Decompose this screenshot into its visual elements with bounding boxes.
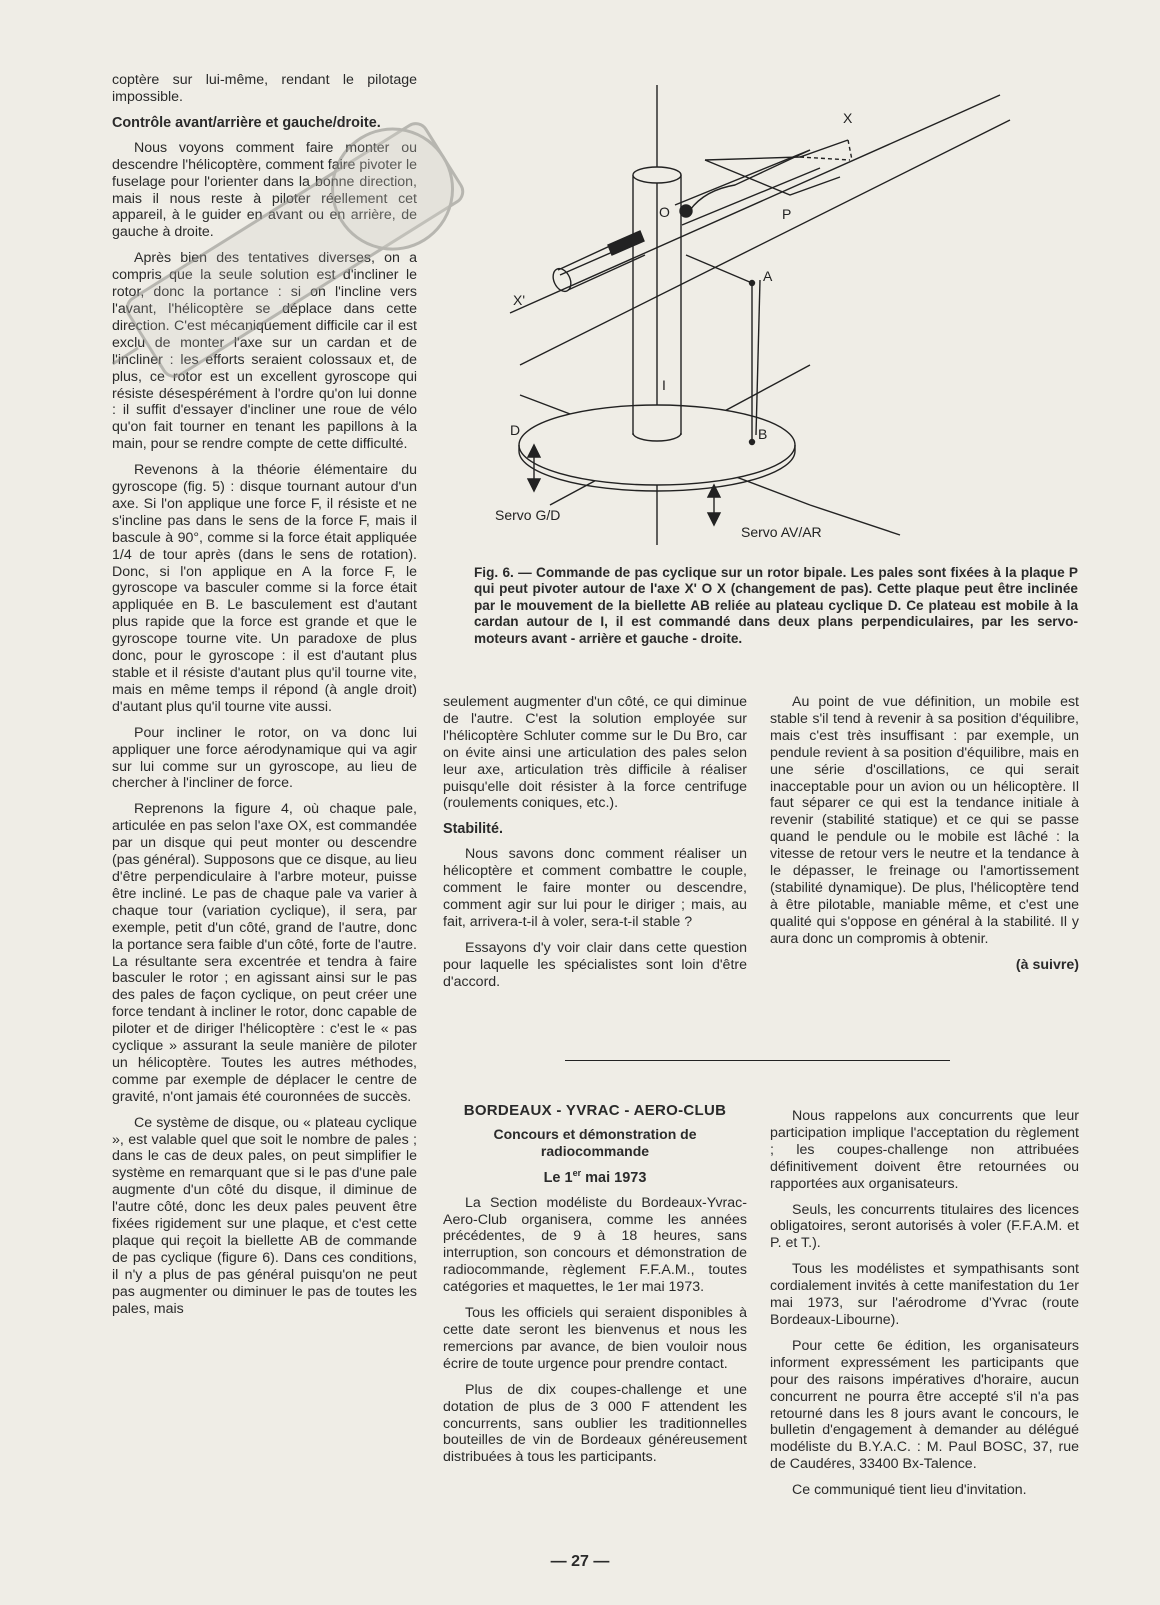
paragraph: Nous voyons comment faire monter ou descendre l'hélicoptère, comment faire pivoter le fuselage pour l'orienter dans la bonne direction, mais il nous reste à piloter réellement cet appareil, à le guider en avant ou en arrière, de gauche à droite.	[112, 139, 417, 241]
paragraph: La Section modéliste du Bordeaux-Yvrac-Aero-Club organisera, comme les années précédentes, de 9 à 18 heures, sans interruption, son concours et démonstration de radiocommande, règlement F.F.A.M., toutes catégories et maquettes, le 1er mai 1973.	[443, 1194, 747, 1296]
announcement-title: BORDEAUX - YVRAC - AERO-CLUB	[463, 1102, 727, 1119]
label-servo-avar: Servo AV/AR	[741, 524, 822, 540]
announcement-right-column	[770, 1108, 1079, 1508]
section-heading: Contrôle avant/arrière et gauche/droite.	[112, 114, 381, 131]
left-column	[112, 72, 417, 1327]
paragraph: Tous les modélistes et sympathisants sont cordialement invités à cette manifestation du 1er mai 1973, sur l'aérodrome d'Yvrac (route Bordeaux-Libourne).	[770, 1261, 1079, 1328]
label-d: D	[510, 422, 521, 438]
label-b: B	[758, 426, 768, 442]
right-column	[770, 694, 1079, 983]
label-x: X	[843, 110, 853, 126]
paragraph: Plus de dix coupes-challenge et une dotation de plus de 3 000 F attendent les concurrents, sans oublier les traditionnelles bouteilles de vin de Bordeaux généreusement distribuées à tous les participants.	[443, 1381, 747, 1466]
divider	[565, 1060, 950, 1061]
paragraph: seulement augmenter d'un côté, ce qui diminue de l'autre. C'est la solution employée sur l'hélicoptère Schluter comme sur le Du Bro, car on évite ainsi une articulation des pales selon leur axe, articulation très difficile à réaliser puisqu'elle doit résister à la force centrifuge (roulements coniques, etc.).	[443, 694, 747, 812]
section-heading: Stabilité.	[443, 821, 503, 838]
page-number: — 27 —	[550, 1553, 610, 1570]
paragraph: Essayons d'y voir clair dans cette question pour laquelle les spécialistes sont loin d'être d'accord.	[443, 939, 747, 990]
date-prefix: Le 1	[543, 1169, 573, 1186]
figure-caption: Fig. 6. — Commande de pas cyclique sur un rotor bipale. Les pales sont fixées à la plaque P qui peut pivoter autour de l'axe X' O X (changement de pas). Cette plaque peut être inclinée par le mouvement de la biellette AB reliée au plateau cyclique D. Ce plateau est mobile à la cardan autour de I, il est commandé dans deux plans perpendiculaires, par les servo-moteurs avant - arrière et gauche - droite.	[474, 565, 1078, 646]
announcement-subtitle: Concours et démonstration de radiocommande	[493, 1125, 697, 1159]
paragraph: Seuls, les concurrents titulaires des licences obligatoires, seront autorisés à voler (F.F.A.M. et P. et T.).	[770, 1201, 1079, 1252]
label-servo-gd: Servo G/D	[495, 507, 561, 523]
paragraph: coptère sur lui-même, rendant le pilotage impossible.	[112, 72, 417, 105]
announcement-date	[443, 1165, 747, 1187]
date-suffix: mai 1973	[581, 1169, 647, 1186]
paragraph: Ce communiqué tient lieu d'invitation.	[792, 1482, 1027, 1499]
paragraph: Reprenons la figure 4, où chaque pale, articulée en pas selon l'axe OX, est commandée par un disque qui peut monter ou descendre (pas général). Supposons que ce disque, au lieu d'être perpendiculaire à l'arbre moteur, puisse être incliné. Le pas de chaque pale va varier à chaque tour (variation cyclique), il sera, par exemple, petit d'un côté, grand de l'autre, donc la portance sera faible d'un côté, forte de l'autre. La résultante sera excentrée et tendra à faire basculer le rotor ; en agissant ainsi sur le pas des pales de façon cyclique, on peut créer une force tendant à incliner le rotor, donc capable de piloter et de diriger l'hélicoptère : c'est le « pas cyclique » assurant la seule manière de piloter un hélicoptère. Toutes les autres méthodes, comme par exemple de déplacer le centre de gravité, n'ont jamais été couronnées de succès.	[112, 801, 417, 1105]
paragraph: Pour cette 6e édition, les organisateurs informent expressément les participants que pour des raisons impératives d'horaire, aucun concurrent ne pourra être accepté s'il n'a pas retourné dans les 8 jours avant le concours, le bulletin d'engagement à demander au délégué modéliste du B.Y.A.C. : M. Paul BOSC, 37, rue de Caudéres, 33400 Bx-Talence.	[770, 1337, 1079, 1473]
paragraph: Nous savons donc comment réaliser un hélicoptère et comment combattre le couple, comment le faire monter ou descendre, comment agir sur lui pour le diriger ; mais, au fait, arrivera-t-il à voler, sera-t-il stable ?	[443, 846, 747, 930]
label-o: O	[659, 204, 670, 220]
to-be-continued: (à suivre)	[1015, 956, 1079, 973]
paragraph: Au point de vue définition, un mobile est stable s'il tend à revenir à sa position d'équilibre, mais c'est très insuffisant : par exemple, un pendule revient à sa position d'équilibre, mais en une série d'oscillations, ce qui serait inacceptable pour un avion ou un hélicoptère. Il faut séparer ce qui est la tendance initiale à revenir (stabilité statique) et ce qui se passe quand le pendule ou le mobile est lâché : la vitesse de retour vers le neutre et la tendance à le dépasser, le freinage ou l'amortissement (stabilité dynamique). De plus, l'hélicoptère tend à être pilotable, maniable même, et c'est une qualité qui s'oppose en général à la stabilité. Il y aura donc un compromis à obtenir.	[770, 694, 1079, 947]
label-i: I	[662, 377, 666, 393]
figure-6-rotor-diagram	[490, 65, 1090, 565]
paragraph: Pour incliner le rotor, on va donc lui appliquer une force aérodynamique qui va agir sur lui comme sur un gyroscope, au lieu de chercher à l'incliner de force.	[112, 724, 417, 792]
paragraph: Tous les officiels qui seraient disponibles à cette date seront les bienvenus et nous les remercions par avance, de bien vouloir nous écrire de toute urgence pour prendre contact.	[443, 1305, 747, 1372]
label-a: A	[763, 268, 773, 284]
announcement-left-column	[443, 1103, 747, 1475]
paragraph: Ce système de disque, ou « plateau cyclique », est valable quel que soit le nombre de pales ; dans le cas de deux pales, on peut simplifier le système en remarquant que si le pas d'une pale augmente d'un côté du disque, il diminue de l'autre côté, donc les deux pales peuvent être fixées rigidement sur une plaque, et c'est cette plaque qui reçoit la biellette AB de commande de pas cyclique (figure 6). Dans ces conditions, il n'y a plus de pas général puisqu'on ne peut pas augmenter ou diminuer le pas de toutes les pales, mais	[112, 1114, 417, 1317]
paragraph: Nous rappelons aux concurrents que leur participation implique l'acceptation du règlement ; les coupes-challenge non attribuées définitivement doivent être retournées ou rapportées aux organisateurs.	[770, 1108, 1079, 1192]
label-p: P	[782, 206, 792, 222]
announcement-header	[443, 1103, 747, 1187]
middle-column	[443, 694, 747, 1000]
paragraph: Après bien des tentatives diverses, on a compris que la seule solution est d'incliner le rotor, donc la portance : si on l'incline vers l'avant, l'hélicoptère se déplace dans cette direction. C'est mécaniquement difficile car il est exclu de monter l'axe sur un cardan et de l'incliner : les efforts seraient colossaux et, de plus, ce rotor est un excellent gyroscope qui résiste désespérément à l'ordre qu'on lui donne : il suffit d'essayer d'incliner une roue de vélo qu'on fait tourner en tenant les papillons à la main, pour se rendre compte de cette difficulté.	[112, 250, 417, 453]
paragraph: Revenons à la théorie élémentaire du gyroscope (fig. 5) : disque tournant autour d'un axe. Si l'on applique une force F, il résiste et ne s'incline pas dans le sens de la force F, mais il bascule à 90°, comme si la force était appliquée 1/4 de tour après (dans le sens de rotation). Donc, si l'on applique en A la force F, le gyroscope va basculer comme si la force était appliquée en B. Le basculement est d'autant plus rapide que la force est grande et que le gyroscope tourne vite. Un paradoxe de plus donc, pour le gyroscope : il est d'autant plus stable et il résiste d'autant plus qu'il tourne vite, mais en même temps il répond (à angle droit) d'autant plus qu'il tourne vite aussi.	[112, 462, 417, 715]
date-superscript: er	[572, 1167, 582, 1178]
label-x-prime: X'	[513, 292, 526, 308]
